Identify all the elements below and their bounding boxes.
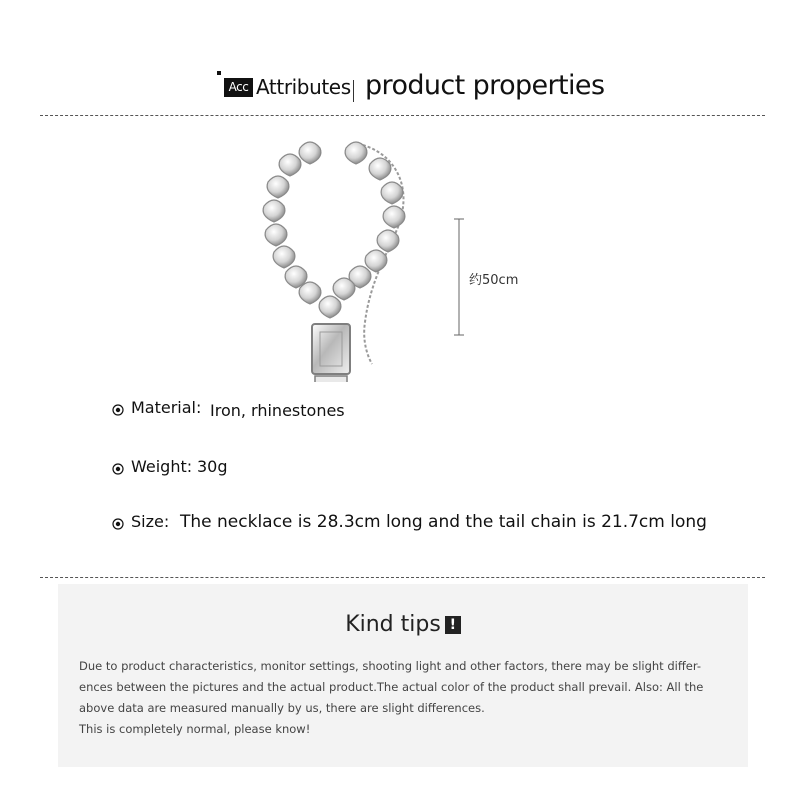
target-icon bbox=[112, 404, 124, 416]
header-subtitle: Attributes bbox=[256, 75, 351, 99]
length-label: 约50cm bbox=[469, 273, 519, 288]
tips-line: ences between the pictures and the actual product.The actual color of the product shall prevail. Also: All the bbox=[79, 680, 704, 694]
spec-size-value: The necklace is 28.3cm long and the tail chain is 21.7cm long bbox=[180, 512, 707, 532]
tips-line: above data are measured manually by us, there are slight differences. bbox=[79, 701, 485, 715]
kind-tips-heading bbox=[58, 612, 748, 637]
header-badge: Acc bbox=[224, 78, 253, 97]
spec-material-label: Material: bbox=[131, 398, 202, 417]
page-title: product properties bbox=[365, 70, 605, 101]
header-separator bbox=[353, 80, 354, 102]
tips-line: Due to product characteristics, monitor settings, shooting light and other factors, there may be slight differ- bbox=[79, 659, 701, 673]
target-icon bbox=[112, 518, 124, 530]
tips-line: This is completely normal, please know! bbox=[79, 722, 311, 736]
bottom-divider bbox=[40, 577, 765, 578]
length-indicator bbox=[452, 218, 466, 336]
exclamation-icon: ! bbox=[445, 616, 461, 634]
spec-weight-label: Weight: bbox=[131, 457, 193, 476]
top-divider bbox=[40, 115, 765, 116]
section-header bbox=[0, 62, 800, 112]
kind-tips-panel bbox=[58, 584, 748, 767]
kind-tips-text bbox=[79, 656, 731, 740]
spec-size-label: Size: bbox=[131, 512, 170, 531]
necklace-image bbox=[240, 132, 440, 382]
kind-tips-title: Kind tips bbox=[345, 612, 441, 637]
spec-material-value: Iron, rhinestones bbox=[210, 401, 345, 420]
spec-weight-value: 30g bbox=[197, 457, 228, 476]
header-dot bbox=[217, 71, 221, 75]
target-icon bbox=[112, 463, 124, 475]
